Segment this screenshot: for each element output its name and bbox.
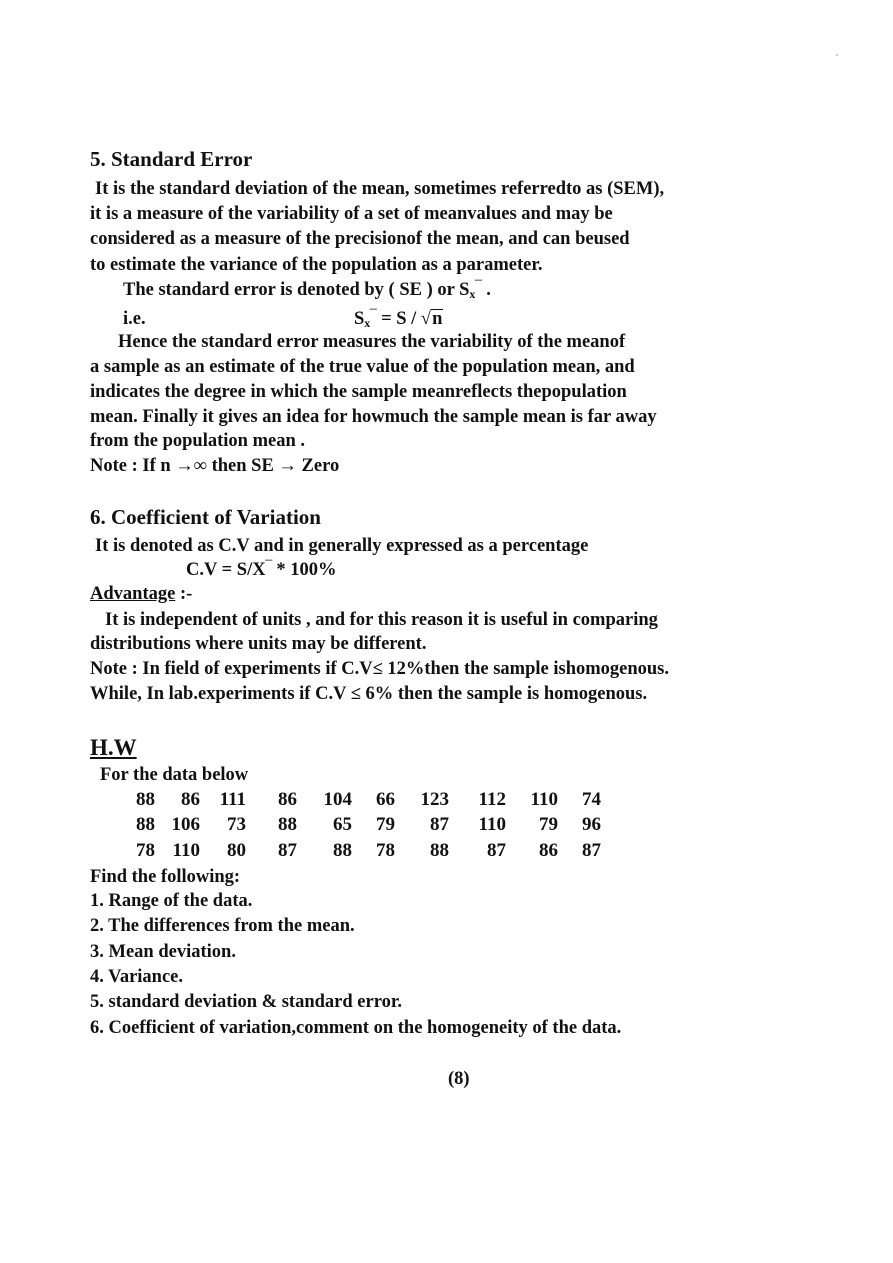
se-formula-radicand: n bbox=[432, 309, 443, 329]
data-cell: 87 bbox=[430, 814, 449, 835]
data-cell: 78 bbox=[376, 840, 395, 861]
advantage-suffix: :- bbox=[175, 584, 193, 604]
data-cell: 88 bbox=[430, 840, 449, 861]
se-notation-text: The standard error is denoted by ( SE ) or S bbox=[123, 280, 470, 300]
advantage-label: Advantage bbox=[90, 584, 176, 604]
section-6-paragraph: It is denoted as C.V and in generally expressed as a percentage bbox=[95, 536, 589, 556]
data-cell: 80 bbox=[227, 840, 246, 861]
data-cell: 88 bbox=[333, 840, 352, 861]
data-cell: 87 bbox=[278, 840, 297, 861]
scan-speck bbox=[836, 54, 838, 56]
advantage-line: It is independent of units , and for this reason it is useful in comparing bbox=[105, 610, 658, 630]
section-5-paragraph-line: Hence the standard error measures the variability of the meanof bbox=[118, 332, 626, 352]
data-cell: 65 bbox=[333, 814, 352, 835]
data-cell: 96 bbox=[582, 814, 601, 835]
section-5-paragraph-line: a sample as an estimate of the true value of the population mean, and bbox=[90, 357, 635, 377]
section-6-heading: 6. Coefficient of Variation bbox=[90, 505, 321, 529]
data-cell: 86 bbox=[181, 789, 200, 810]
task-item: 4. Variance. bbox=[90, 967, 184, 987]
data-cell: 74 bbox=[582, 789, 601, 810]
cv-formula: C.V = S/X‾ * 100% bbox=[186, 560, 337, 580]
se-formula-subscript: x bbox=[364, 316, 371, 330]
data-cell: 106 bbox=[171, 814, 200, 835]
section-6-note: Note : In field of experiments if C.V≤ 12%then the sample ishomogenous. bbox=[90, 659, 670, 679]
data-cell: 111 bbox=[219, 789, 246, 810]
data-cell: 112 bbox=[478, 789, 506, 810]
hw-intro: For the data below bbox=[100, 765, 249, 785]
data-cell: 88 bbox=[136, 789, 155, 810]
data-cell: 110 bbox=[478, 814, 506, 835]
data-cell: 88 bbox=[136, 814, 155, 835]
data-cell: 79 bbox=[539, 814, 558, 835]
task-item: 1. Range of the data. bbox=[90, 891, 253, 911]
section-5-paragraph-line: from the population mean . bbox=[90, 431, 305, 451]
section-5-paragraph-line: it is a measure of the variability of a set of meanvalues and may be bbox=[90, 204, 613, 224]
section-5-paragraph-line: considered as a measure of the precisionof the mean, and can beused bbox=[90, 229, 630, 249]
task-item: 5. standard deviation & standard error. bbox=[90, 992, 402, 1012]
data-cell: 104 bbox=[323, 789, 352, 810]
hw-heading: H.W bbox=[90, 735, 137, 760]
find-label: Find the following: bbox=[90, 867, 241, 887]
se-notation-line bbox=[123, 279, 491, 305]
data-cell: 110 bbox=[530, 789, 558, 810]
data-cell: 110 bbox=[172, 840, 200, 861]
section-6-note: While, In lab.experiments if C.V ≤ 6% then the sample is homogenous. bbox=[90, 684, 648, 704]
data-cell: 87 bbox=[582, 840, 601, 861]
se-formula-body: ‾ = S / √ bbox=[370, 309, 432, 329]
data-cell: 123 bbox=[420, 789, 449, 810]
page-number: (8) bbox=[448, 1069, 470, 1089]
data-cell: 79 bbox=[376, 814, 395, 835]
se-notation-subscript: x bbox=[469, 287, 476, 301]
task-item: 6. Coefficient of variation,comment on the homogeneity of the data. bbox=[90, 1018, 622, 1038]
section-5-paragraph-line: mean. Finally it gives an idea for howmuch the sample mean is far away bbox=[90, 407, 657, 427]
section-5-note: Note : If n →∞ then SE → Zero bbox=[90, 456, 340, 476]
data-cell: 86 bbox=[278, 789, 297, 810]
task-item: 2. The differences from the mean. bbox=[90, 916, 355, 936]
data-cell: 73 bbox=[227, 814, 246, 835]
data-cell: 66 bbox=[376, 789, 395, 810]
data-cell: 88 bbox=[278, 814, 297, 835]
data-cell: 87 bbox=[487, 840, 506, 861]
ie-label: i.e. bbox=[123, 309, 146, 329]
se-notation-suffix: ‾ . bbox=[475, 280, 491, 300]
section-5-paragraph-line: indicates the degree in which the sample meanreflects thepopulation bbox=[90, 382, 627, 402]
data-cell: 86 bbox=[539, 840, 558, 861]
se-formula-s: S bbox=[354, 309, 365, 329]
task-item: 3. Mean deviation. bbox=[90, 942, 236, 962]
data-cell: 78 bbox=[136, 840, 155, 861]
advantage-heading bbox=[90, 583, 192, 605]
section-5-heading: 5. Standard Error bbox=[90, 147, 253, 171]
section-5-paragraph-line: It is the standard deviation of the mean, sometimes referredto as (SEM), bbox=[95, 179, 665, 199]
advantage-line: distributions where units may be different. bbox=[90, 634, 427, 654]
section-5-paragraph-line: to estimate the variance of the population as a parameter. bbox=[90, 255, 543, 275]
